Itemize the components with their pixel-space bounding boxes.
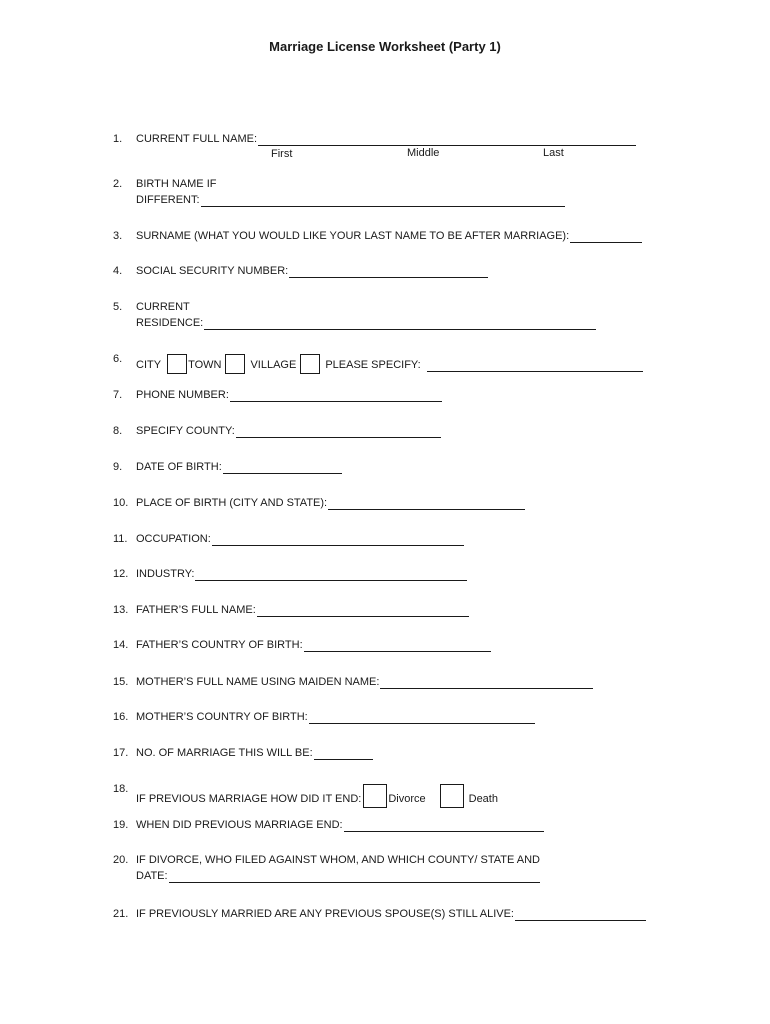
field-number: 7. (113, 389, 123, 401)
field-label: CITY (136, 359, 162, 371)
mothers-country-input[interactable] (309, 712, 535, 724)
first-name-sublabel: First (271, 148, 293, 160)
field-number: 3. (113, 230, 123, 242)
field-number: 14. (113, 639, 129, 651)
industry-input[interactable] (195, 569, 467, 581)
field-number: 18. (113, 783, 129, 795)
previous-spouse-alive-input[interactable] (515, 909, 646, 921)
village-option-label: VILLAGE (250, 359, 297, 371)
field-number: 13. (113, 604, 129, 616)
field-label: IF PREVIOUS MARRIAGE HOW DID IT END: (136, 793, 362, 805)
phone-input[interactable] (230, 390, 442, 402)
field-number: 16. (113, 711, 129, 723)
fathers-country-input[interactable] (304, 640, 491, 652)
occupation-input[interactable] (212, 534, 464, 546)
field-number: 20. (113, 854, 129, 866)
field-label: PHONE NUMBER: (136, 389, 229, 401)
field-label: CURRENT (136, 301, 190, 313)
birth-name-input[interactable] (201, 195, 565, 207)
field-number: 5. (113, 301, 123, 313)
field-label: SURNAME (WHAT YOU WOULD LIKE YOUR LAST NAME TO BE AFTER MARRIAGE): (136, 230, 570, 242)
field-number: 4. (113, 265, 123, 277)
field-label: FATHER’S COUNTRY OF BIRTH: (136, 639, 303, 651)
field-label-continued: DATE: (136, 870, 168, 882)
place-of-birth-input[interactable] (328, 498, 525, 510)
field-number: 11. (113, 533, 128, 545)
field-number: 8. (113, 425, 123, 437)
village-checkbox[interactable] (300, 354, 320, 374)
previous-marriage-end-input[interactable] (344, 820, 544, 832)
city-checkbox[interactable] (167, 354, 187, 374)
field-number: 12. (113, 568, 129, 580)
field-number: 19. (113, 819, 129, 831)
field-label: NO. OF MARRIAGE THIS WILL BE: (136, 747, 313, 759)
page-title: Marriage License Worksheet (Party 1) (269, 39, 501, 54)
field-label: CURRENT FULL NAME: (136, 133, 258, 145)
town-option-label: TOWN (188, 359, 222, 371)
death-option-label: Death (468, 793, 498, 805)
specify-input[interactable] (427, 360, 643, 372)
full-name-input[interactable] (258, 134, 636, 146)
field-label: DATE OF BIRTH: (136, 461, 222, 473)
field-label: BIRTH NAME IF (136, 178, 217, 190)
field-number: 21. (113, 908, 129, 920)
field-number: 1. (113, 133, 123, 145)
field-label: IF PREVIOUSLY MARRIED ARE ANY PREVIOUS SPOUSE(S) STILL ALIVE: (136, 908, 514, 920)
field-number: 15. (113, 676, 129, 688)
divorce-option-label: Divorce (388, 793, 426, 805)
field-label: SPECIFY COUNTY: (136, 425, 235, 437)
field-label: MOTHER’S FULL NAME USING MAIDEN NAME: (136, 676, 380, 688)
field-label: WHEN DID PREVIOUS MARRIAGE END: (136, 819, 343, 831)
death-checkbox[interactable] (440, 784, 464, 808)
field-number: 17. (113, 747, 129, 759)
date-of-birth-input[interactable] (223, 462, 342, 474)
field-number: 10. (113, 497, 129, 509)
field-label-continued: DIFFERENT: (136, 194, 200, 206)
field-label: MOTHER’S COUNTRY OF BIRTH: (136, 711, 308, 723)
field-label: IF DIVORCE, WHO FILED AGAINST WHOM, AND WHICH COUNTY/ STATE AND (136, 854, 540, 866)
mothers-name-input[interactable] (380, 677, 593, 689)
marriage-number-input[interactable] (314, 748, 373, 760)
field-label: SOCIAL SECURITY NUMBER: (136, 265, 289, 277)
please-specify-label: PLEASE SPECIFY: (325, 359, 421, 371)
ssn-input[interactable] (289, 266, 488, 278)
last-name-sublabel: Last (543, 147, 564, 159)
field-label: INDUSTRY: (136, 568, 195, 580)
field-label: FATHER’S FULL NAME: (136, 604, 256, 616)
field-number: 6. (113, 353, 123, 365)
field-label-continued: RESIDENCE: (136, 317, 204, 329)
fathers-name-input[interactable] (257, 605, 469, 617)
middle-name-sublabel: Middle (407, 147, 440, 159)
town-checkbox[interactable] (225, 354, 245, 374)
field-label: PLACE OF BIRTH (CITY AND STATE): (136, 497, 328, 509)
field-label: OCCUPATION: (136, 533, 211, 545)
field-number: 2. (113, 178, 123, 190)
divorce-checkbox[interactable] (363, 784, 387, 808)
divorce-details-input[interactable] (169, 871, 540, 883)
residence-input[interactable] (204, 318, 596, 330)
surname-input[interactable] (570, 231, 642, 243)
field-number: 9. (113, 461, 123, 473)
county-input[interactable] (236, 426, 441, 438)
